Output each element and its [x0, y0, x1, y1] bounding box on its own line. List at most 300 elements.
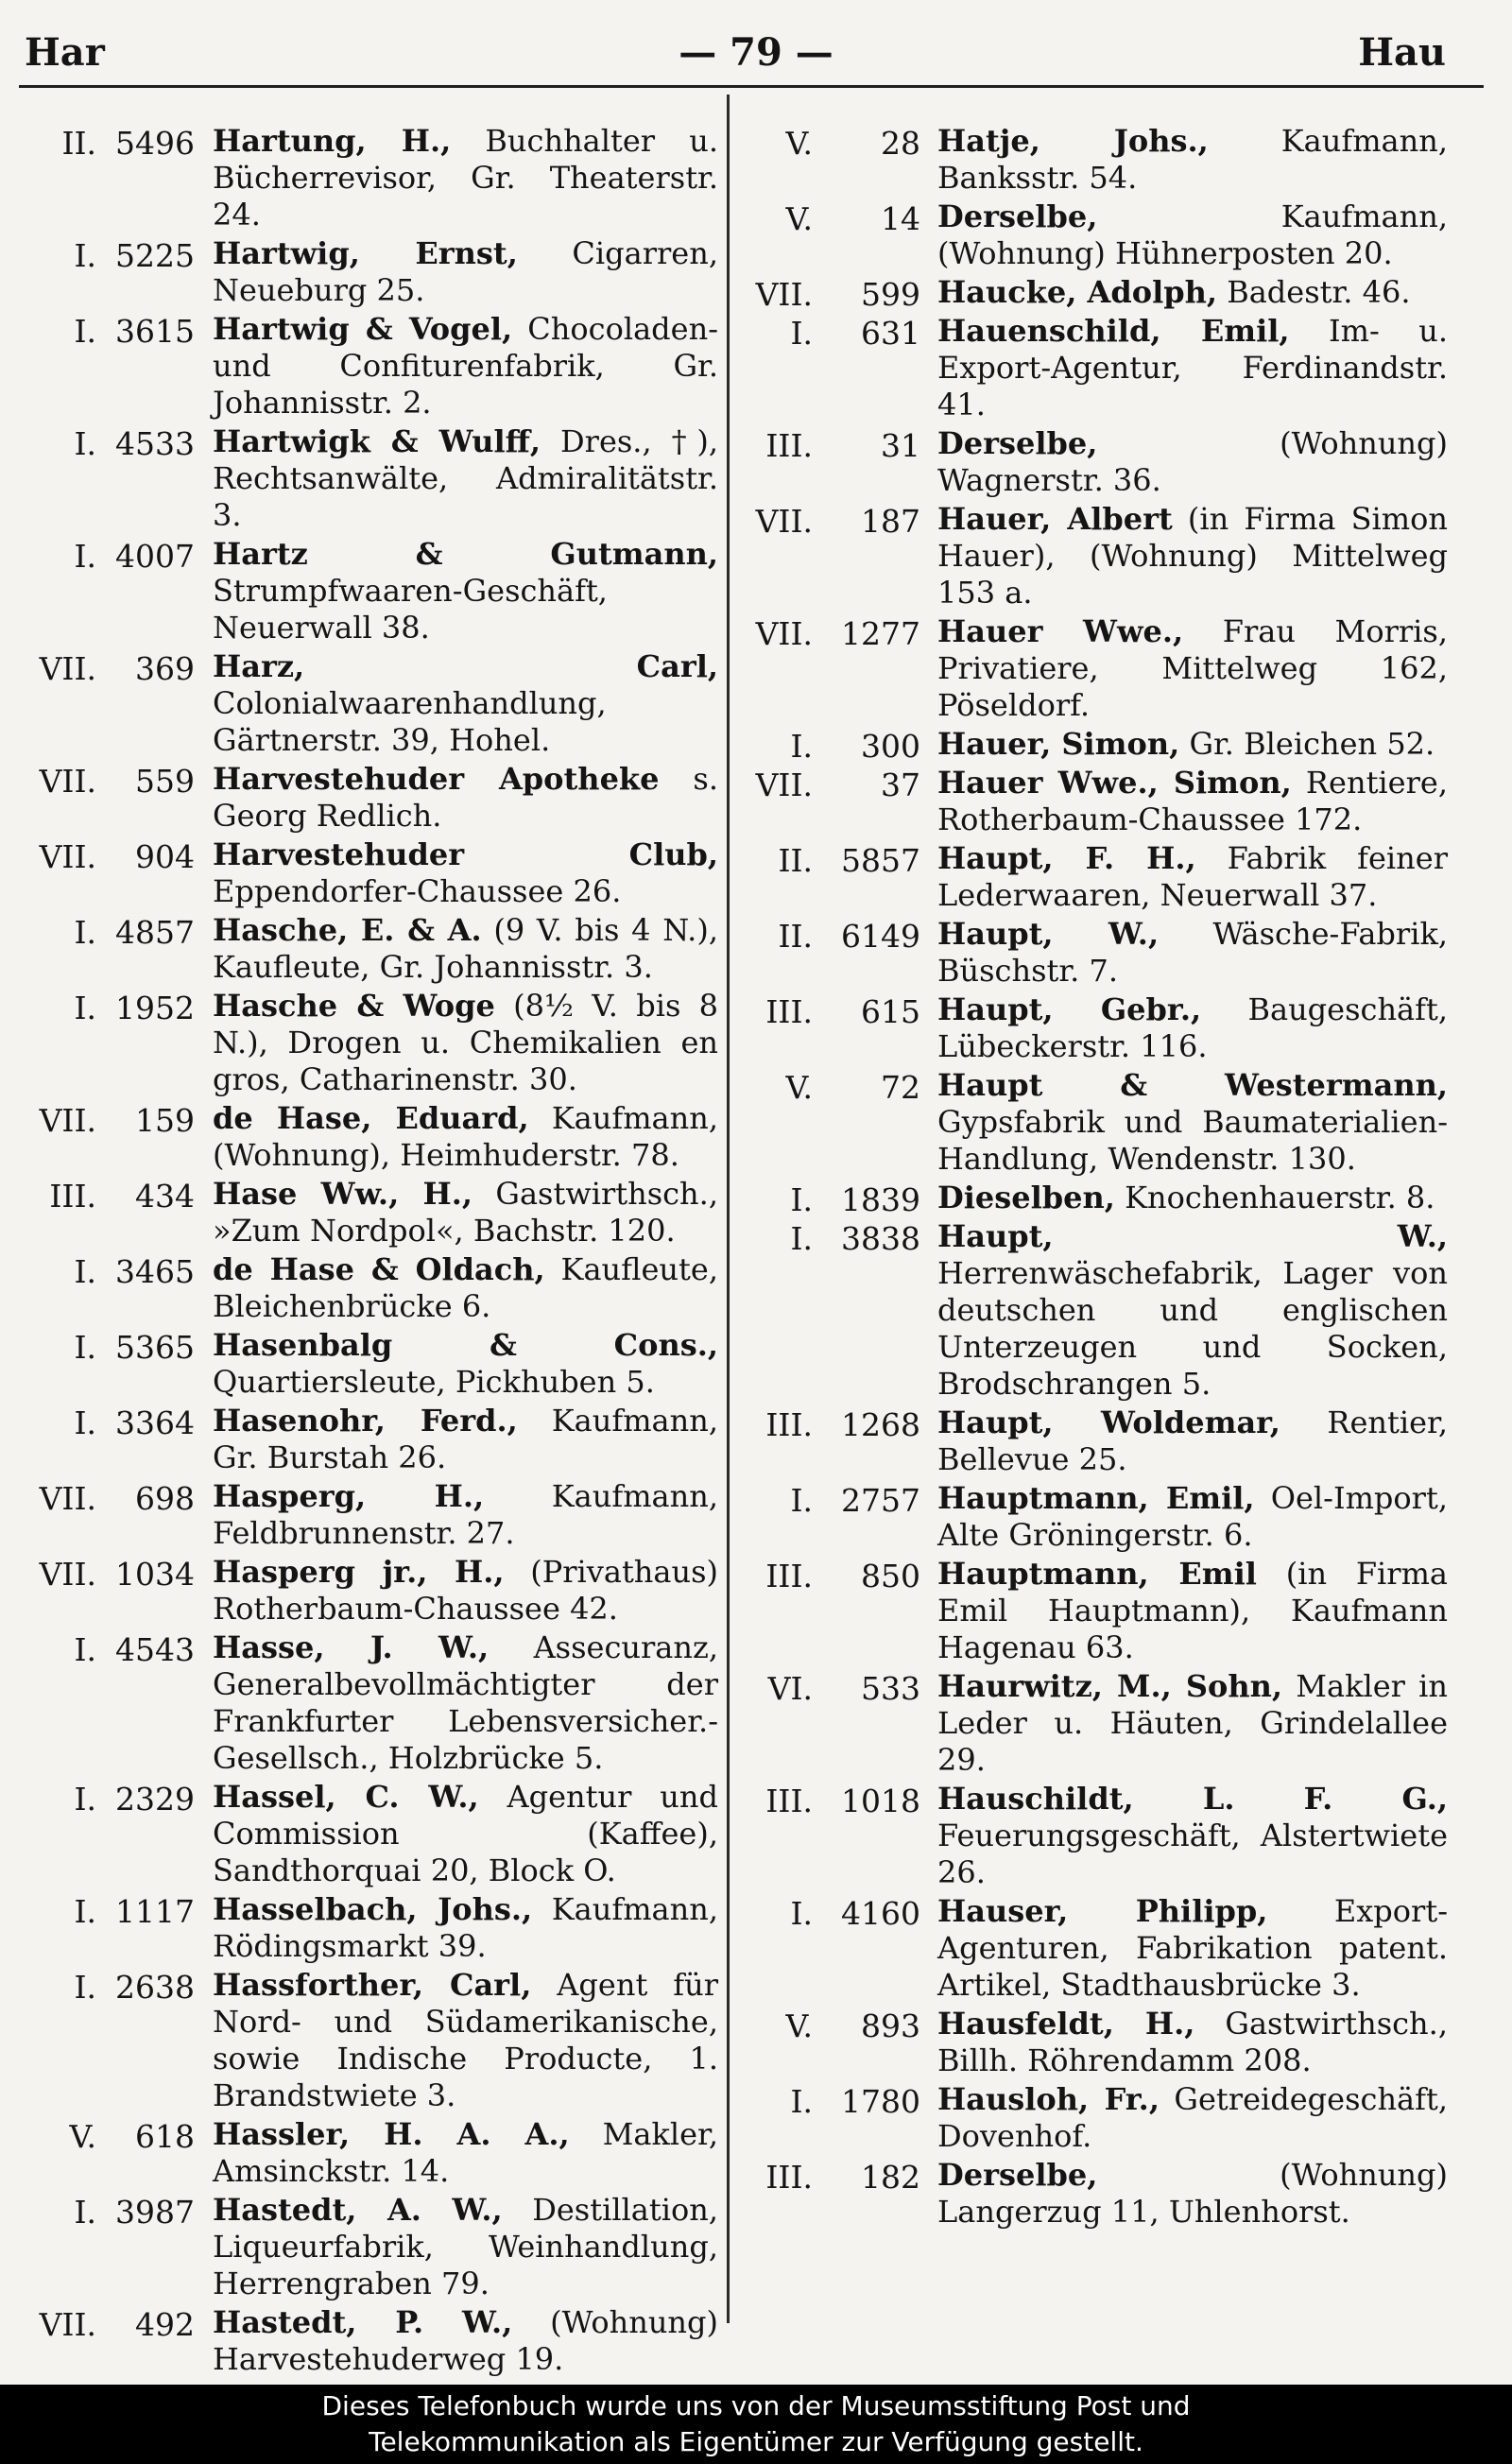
entry-district: I.	[74, 425, 96, 462]
entry-phone-number: 618	[135, 2118, 195, 2155]
entry-name: Hasselbach, Johs.,	[213, 1891, 533, 1927]
entry-name: Hase Ww., H.,	[213, 1176, 473, 1212]
entry-details: Im- u. Export-Agentur, Ferdinandstr. 41.	[937, 313, 1449, 422]
entry-number-area	[747, 2004, 937, 2042]
directory-entry	[747, 499, 1448, 612]
entry-district: I.	[74, 1893, 96, 1930]
entry-name: Harvestehuder Apotheke	[213, 761, 660, 797]
entry-phone-number: 3615	[115, 313, 195, 350]
entry-district: VII.	[755, 503, 813, 540]
entry-district: I.	[74, 2194, 96, 2231]
entry-district: VII.	[39, 1102, 96, 1139]
entry-number-area	[17, 1249, 213, 1290]
entry-phone-number: 615	[861, 993, 920, 1030]
entry-details: Kaufleute, Bleichenbrücke 6.	[213, 1251, 719, 1324]
entry-phone-number: 1268	[841, 1406, 920, 1443]
entry-district: III.	[765, 1783, 813, 1819]
entry-text	[937, 990, 1448, 1065]
entry-name: de Hase, Eduard,	[213, 1100, 529, 1136]
entry-district: I.	[74, 538, 96, 575]
entry-details: Kaufmann, Banksstr. 54.	[937, 123, 1448, 196]
header-range-end: Hau	[1358, 30, 1446, 75]
entry-phone-number: 3364	[115, 1404, 195, 1441]
directory-entry	[17, 2114, 718, 2190]
entry-number-area	[747, 1403, 937, 1443]
entry-phone-number: 631	[861, 315, 920, 352]
entry-number-area	[17, 1552, 213, 1593]
entry-number-area	[747, 1666, 937, 1707]
page-number: — 79 —	[679, 30, 833, 75]
entry-name: Hauschildt, L. F. G.,	[937, 1781, 1448, 1817]
entry-name: Harz, Carl,	[213, 648, 718, 684]
entry-number-area	[747, 1065, 937, 1106]
entry-phone-number: 1780	[841, 2083, 920, 2120]
entry-phone-number: 4857	[115, 914, 195, 951]
entry-district: V.	[69, 2118, 96, 2155]
entry-text	[213, 835, 718, 910]
entry-name: Hauenschild, Emil,	[937, 313, 1290, 349]
directory-entry	[17, 759, 718, 835]
entry-phone-number: 1034	[115, 1556, 195, 1593]
entry-district: VI.	[767, 1670, 813, 1707]
entry-number-area	[17, 646, 213, 687]
entry-text	[937, 838, 1448, 914]
entry-phone-number: 1839	[841, 1181, 920, 1218]
entry-details: Baugeschäft, Lübeckerstr. 116.	[937, 991, 1449, 1064]
directory-entry	[747, 197, 1448, 272]
entry-text	[213, 1965, 718, 2114]
entry-name: Hauer Wwe., Simon,	[937, 765, 1292, 801]
entry-phone-number: 698	[135, 1480, 195, 1517]
entry-phone-number: 5225	[115, 237, 195, 274]
entry-text	[937, 499, 1448, 612]
entry-details: (Privathaus) Rotherbaum-Chaussee 42.	[213, 1554, 719, 1627]
column-divider	[727, 95, 730, 2323]
entry-district: I.	[790, 2083, 813, 2120]
entry-phone-number: 904	[135, 838, 195, 875]
entry-text	[213, 2190, 718, 2302]
entry-name: Hausfeldt, H.,	[937, 2006, 1195, 2042]
entry-number-area	[747, 612, 937, 652]
entry-text	[937, 1779, 1448, 1891]
entry-district: I.	[74, 914, 96, 951]
entry-district: V.	[785, 200, 813, 237]
entry-district: III.	[765, 427, 813, 464]
entry-number-area	[747, 1891, 937, 1932]
entry-district: VII.	[39, 650, 96, 687]
directory-entry	[17, 1174, 718, 1249]
entry-name: Hasperg, H.,	[213, 1478, 485, 1514]
directory-entry	[747, 1403, 1448, 1478]
entry-details: Colonialwaarenhandlung, Gärtnerstr. 39, Hohel.	[213, 685, 607, 758]
entry-text	[937, 2004, 1448, 2079]
entry-name: Hauptmann, Emil	[937, 1556, 1257, 1592]
entry-name: Haupt & Westermann,	[937, 1067, 1448, 1103]
entry-details: Getreidegeschäft, Dovenhof.	[937, 2081, 1448, 2154]
entry-number-area	[17, 1965, 213, 2006]
entry-text	[213, 534, 718, 646]
entry-number-area	[747, 423, 937, 464]
entry-details: Makler in Leder u. Häuten, Grindelallee 29.	[937, 1668, 1449, 1778]
entry-number-area	[747, 2079, 937, 2120]
entry-district: V.	[785, 2007, 813, 2044]
entry-text	[937, 1065, 1448, 1178]
entry-text	[213, 1777, 718, 1889]
entry-number-area	[747, 763, 937, 801]
entry-phone-number: 1277	[841, 615, 920, 652]
entry-district: II.	[778, 918, 813, 955]
entry-details: Frau Morris, Privatiere, Mittelweg 162, Pöseldorf.	[937, 613, 1449, 723]
copyright-footer	[0, 2385, 1512, 2464]
entry-details: Fabrik feiner Lederwaaren, Neuerwall 37.	[937, 840, 1448, 913]
entry-district: I.	[74, 1631, 96, 1668]
entry-name: Haupt, Gebr.,	[937, 991, 1202, 1027]
directory-entry	[747, 2155, 1448, 2231]
entry-district: III.	[765, 1558, 813, 1594]
entry-details: Strumpfwaaren-Geschäft, Neuerwall 38.	[213, 573, 608, 646]
entry-district: VII.	[755, 767, 813, 803]
entry-number-area	[17, 1476, 213, 1517]
directory-entry	[17, 422, 718, 534]
entry-text	[213, 1249, 718, 1325]
entry-phone-number: 893	[861, 2007, 920, 2044]
entry-phone-number: 5496	[115, 125, 195, 162]
entry-name: Haupt, W.,	[937, 916, 1160, 952]
entry-text	[213, 1174, 718, 1249]
entry-number-area	[747, 311, 937, 352]
directory-entry	[747, 1478, 1448, 1554]
entry-district: I.	[74, 1404, 96, 1441]
entry-details: (in Firma Simon Hauer), (Wohnung) Mittelweg 153 a.	[937, 501, 1449, 611]
entry-name: Hasenohr, Ferd.,	[213, 1403, 518, 1439]
entry-name: Haupt, W.,	[937, 1218, 1448, 1254]
entry-number-area	[17, 309, 213, 350]
entry-text	[213, 1325, 718, 1401]
entry-district: VII.	[39, 763, 96, 800]
right-column	[747, 121, 1448, 2231]
entry-details: Gypsfabrik und Baumaterialien-Handlung, Wendenstr. 130.	[937, 1104, 1448, 1177]
entry-phone-number: 1117	[115, 1893, 195, 1930]
entry-district: I.	[74, 237, 96, 274]
entry-name: Hauer, Albert	[937, 501, 1173, 537]
entry-phone-number: 4543	[115, 1631, 195, 1668]
entry-district: III.	[765, 2159, 813, 2196]
entry-details: (9 V. bis 4 N.), Kaufleute, Gr. Johannisstr. 3.	[213, 912, 719, 985]
directory-entry	[17, 1401, 718, 1476]
directory-entry	[17, 1889, 718, 1965]
entry-number-area	[747, 1178, 937, 1218]
entry-text	[937, 763, 1448, 838]
entry-number-area	[17, 1174, 213, 1215]
entry-details: Rentier, Bellevue 25.	[937, 1404, 1449, 1477]
entry-text	[213, 646, 718, 759]
entry-name: Haupt, F. H.,	[937, 840, 1196, 876]
directory-entry	[747, 423, 1448, 499]
entry-text	[937, 724, 1448, 763]
entry-number-area	[17, 1401, 213, 1439]
entry-text	[213, 1628, 718, 1777]
entry-details: Knochenhauerstr. 8.	[1114, 1180, 1435, 1215]
page-header	[0, 26, 1512, 93]
entry-phone-number: 850	[861, 1558, 920, 1594]
entry-number-area	[747, 2155, 937, 2196]
entry-number-area	[747, 1779, 937, 1817]
entry-number-area	[747, 1216, 937, 1257]
entry-details: (Wohnung) Wagnerstr. 36.	[937, 425, 1448, 498]
entry-phone-number: 3838	[841, 1220, 920, 1257]
entry-number-area	[17, 2114, 213, 2155]
entry-details: Herrenwäschefabrik, Lager von deutschen und englischen Unterzeugen und Socken, Brodschrangen 5.	[937, 1255, 1448, 1402]
directory-entry	[17, 534, 718, 646]
entry-district: I.	[74, 1781, 96, 1818]
entry-number-area	[17, 2190, 213, 2231]
entry-details: Kaufmann, (Wohnung), Heimhuderstr. 78.	[213, 1100, 719, 1173]
entry-text	[213, 121, 718, 233]
entry-phone-number: 2638	[115, 1969, 195, 2006]
entry-text	[937, 1554, 1448, 1666]
left-column	[17, 121, 718, 2378]
entry-text	[213, 910, 718, 986]
entry-details: Badestr. 46.	[1217, 274, 1411, 310]
entry-phone-number: 300	[861, 728, 920, 765]
entry-name: Hatje, Johs.,	[937, 123, 1209, 159]
entry-name: Hasse, J. W.,	[213, 1629, 490, 1665]
entry-phone-number: 533	[861, 1670, 920, 1707]
entry-number-area	[17, 835, 213, 875]
entry-details: Feuerungsgeschäft, Alstertwiete 26.	[937, 1818, 1448, 1890]
entry-number-area	[747, 838, 937, 879]
entry-text	[937, 1666, 1448, 1779]
directory-entry	[747, 763, 1448, 838]
entry-text	[937, 1178, 1448, 1216]
entry-name: Hausloh, Fr.,	[937, 2081, 1160, 2117]
entry-text	[213, 1476, 718, 1552]
directory-entry	[747, 2079, 1448, 2155]
entry-district: VII.	[39, 1556, 96, 1593]
entry-text	[937, 2155, 1448, 2231]
entry-details: (Wohnung) Harvestehuderweg 19.	[213, 2304, 718, 2377]
entry-text	[937, 1478, 1448, 1554]
entry-district: I.	[74, 1969, 96, 2006]
entry-district: I.	[74, 313, 96, 350]
entry-phone-number: 3987	[115, 2194, 195, 2231]
entry-phone-number: 5365	[115, 1329, 195, 1366]
entry-text	[213, 759, 718, 835]
entry-district: III.	[765, 1406, 813, 1443]
entry-number-area	[17, 1628, 213, 1668]
directory-entry	[747, 272, 1448, 311]
entry-district: III.	[49, 1178, 96, 1215]
entry-details: Dres., †), Rechtsanwälte, Admiralitätstr. 3.	[213, 423, 719, 533]
entry-number-area	[747, 990, 937, 1030]
entry-number-area	[17, 1325, 213, 1366]
entry-district: VII.	[39, 2306, 96, 2343]
entry-text	[213, 233, 718, 309]
entry-district: I.	[74, 1253, 96, 1290]
entry-phone-number: 2329	[115, 1781, 195, 1818]
directory-entry	[747, 914, 1448, 990]
entry-phone-number: 369	[135, 650, 195, 687]
entry-details: Oel-Import, Alte Gröningerstr. 6.	[937, 1480, 1449, 1553]
entry-number-area	[747, 197, 937, 237]
footer-line-1: Dieses Telefonbuch wurde uns von der Museumsstiftung Post und	[321, 2390, 1191, 2421]
entry-number-area	[747, 121, 937, 162]
directory-entry	[17, 1777, 718, 1889]
entry-number-area	[17, 534, 213, 575]
entry-details: Rentiere, Rotherbaum-Chaussee 172.	[937, 765, 1449, 837]
entry-district: VII.	[755, 276, 813, 313]
entry-name: Hauptmann, Emil,	[937, 1480, 1255, 1516]
entry-phone-number: 5857	[841, 842, 920, 879]
entry-phone-number: 28	[881, 125, 920, 162]
entry-details: (8½ V. bis 8 N.), Drogen u. Chemikalien en gros, Catharinenstr. 30.	[213, 988, 719, 1097]
directory-entry	[17, 646, 718, 759]
entry-name: Derselbe,	[937, 198, 1098, 234]
entry-phone-number: 14	[881, 200, 920, 237]
entry-name: Hastedt, A. W.,	[213, 2192, 503, 2228]
entry-name: Hassler, H. A. A.,	[213, 2116, 570, 2152]
entry-phone-number: 31	[881, 427, 920, 464]
entry-text	[213, 1098, 718, 1174]
entry-name: Hasperg jr., H.,	[213, 1554, 505, 1590]
entry-number-area	[17, 759, 213, 800]
directory-entry	[17, 986, 718, 1098]
directory-entry	[17, 1098, 718, 1174]
entry-phone-number: 599	[861, 276, 920, 313]
entry-district: I.	[790, 1181, 813, 1218]
entry-phone-number: 1018	[841, 1783, 920, 1819]
directory-entry	[17, 2190, 718, 2302]
entry-text	[937, 612, 1448, 724]
entry-number-area	[17, 233, 213, 274]
directory-entry	[17, 1965, 718, 2114]
entry-details: (Wohnung) Langerzug 11, Uhlenhorst.	[937, 2157, 1448, 2230]
entry-details: Gastwirthsch., »Zum Nordpol«, Bachstr. 120.	[213, 1176, 719, 1249]
entry-name: Hauer Wwe.,	[937, 613, 1184, 649]
directory-entry	[747, 1065, 1448, 1178]
entry-details: Gastwirthsch., Billh. Röhrendamm 208.	[937, 2006, 1449, 2078]
directory-entry	[17, 233, 718, 309]
entry-text	[937, 423, 1448, 499]
entry-details: Gr. Bleichen 52.	[1179, 726, 1435, 762]
entry-name: Derselbe,	[937, 2157, 1098, 2193]
entry-number-area	[17, 910, 213, 951]
directory-entry	[17, 910, 718, 986]
entry-phone-number: 2757	[841, 1482, 920, 1519]
entry-name: Dieselben,	[937, 1180, 1115, 1215]
entry-details: Quartiersleute, Pickhuben 5.	[213, 1364, 655, 1400]
entry-phone-number: 6149	[841, 918, 920, 955]
entry-name: Derselbe,	[937, 425, 1098, 461]
entry-details: Kaufmann, Feldbrunnenstr. 27.	[213, 1478, 719, 1551]
entry-name: Hastedt, P. W.,	[213, 2304, 513, 2340]
directory-entry	[747, 311, 1448, 423]
entry-text	[937, 121, 1448, 197]
entry-text	[937, 272, 1448, 311]
entry-text	[937, 1216, 1448, 1403]
entry-name: Hartwig & Vogel,	[213, 311, 513, 347]
entry-number-area	[747, 724, 937, 765]
entry-number-area	[17, 2302, 213, 2343]
directory-entry	[17, 121, 718, 233]
entry-phone-number: 187	[861, 503, 920, 540]
entry-details: Chocoladen- und Confiturenfabrik, Gr. Johannisstr. 2.	[213, 311, 718, 421]
entry-name: Hauser, Philipp,	[937, 1893, 1268, 1929]
directory-entry	[17, 309, 718, 422]
entry-details: s. Georg Redlich.	[213, 761, 719, 834]
entry-phone-number: 559	[135, 763, 195, 800]
entry-phone-number: 3465	[115, 1253, 195, 1290]
entry-number-area	[17, 422, 213, 462]
entry-text	[213, 2302, 718, 2378]
entry-district: V.	[785, 1069, 813, 1106]
entry-name: Haupt, Woldemar,	[937, 1404, 1280, 1440]
directory-entry	[17, 1476, 718, 1552]
entry-name: de Hase & Oldach,	[213, 1251, 545, 1287]
directory-entry	[747, 1666, 1448, 1779]
directory-entry	[747, 990, 1448, 1065]
entry-name: Hauer, Simon,	[937, 726, 1180, 762]
directory-entry	[17, 1249, 718, 1325]
directory-entry	[747, 724, 1448, 763]
entry-text	[213, 1401, 718, 1476]
entry-number-area	[17, 1889, 213, 1930]
directory-entry	[17, 835, 718, 910]
entry-phone-number: 182	[861, 2159, 920, 2196]
directory-entry	[17, 1628, 718, 1777]
entry-details: Eppendorfer-Chaussee 26.	[213, 873, 622, 909]
entry-text	[213, 422, 718, 534]
entry-phone-number: 1952	[115, 990, 195, 1026]
entry-phone-number: 434	[135, 1178, 195, 1215]
entry-district: VII.	[755, 615, 813, 652]
entry-details: Kaufmann, Rödingsmarkt 39.	[213, 1891, 718, 1964]
entry-number-area	[17, 1098, 213, 1139]
entry-text	[213, 986, 718, 1098]
entry-text	[213, 309, 718, 422]
entry-name: Hartwig, Ernst,	[213, 235, 518, 271]
entry-phone-number: 72	[881, 1069, 920, 1106]
entry-name: Hartz & Gutmann,	[213, 536, 718, 572]
entry-details: Wäsche-Fabrik, Büschstr. 7.	[937, 916, 1448, 989]
directory-entry	[747, 612, 1448, 724]
directory-entry	[747, 2004, 1448, 2079]
entry-name: Harvestehuder Club,	[213, 836, 718, 872]
header-rule	[19, 85, 1484, 88]
entry-name: Hartwigk & Wulff,	[213, 423, 541, 459]
entry-district: II.	[778, 842, 813, 879]
entry-number-area	[17, 986, 213, 1024]
entry-text	[937, 914, 1448, 990]
entry-phone-number: 37	[881, 767, 920, 803]
entry-district: V.	[785, 125, 813, 162]
entry-phone-number: 4533	[115, 425, 195, 462]
entry-name: Hassforther, Carl,	[213, 1967, 532, 2003]
entry-phone-number: 159	[135, 1102, 195, 1139]
entry-text	[937, 311, 1448, 423]
entry-name: Hassel, C. W.,	[213, 1779, 479, 1815]
footer-line-2: Telekommunikation als Eigentümer zur Verfügung gestellt.	[369, 2426, 1143, 2457]
entry-text	[937, 197, 1448, 272]
entry-details: (in Firma Emil Hauptmann), Kaufmann Hagenau 63.	[937, 1556, 1449, 1665]
directory-entry	[747, 1554, 1448, 1666]
entry-district: I.	[790, 1220, 813, 1257]
directory-entry	[17, 1552, 718, 1628]
entry-details: Agentur und Commission (Kaffee), Sandthorquai 20, Block O.	[213, 1779, 719, 1888]
entry-details: Export-Agenturen, Fabrikation patent. Artikel, Stadthausbrücke 3.	[937, 1893, 1448, 2003]
entry-number-area	[747, 1478, 937, 1519]
entry-phone-number: 4160	[841, 1895, 920, 1932]
